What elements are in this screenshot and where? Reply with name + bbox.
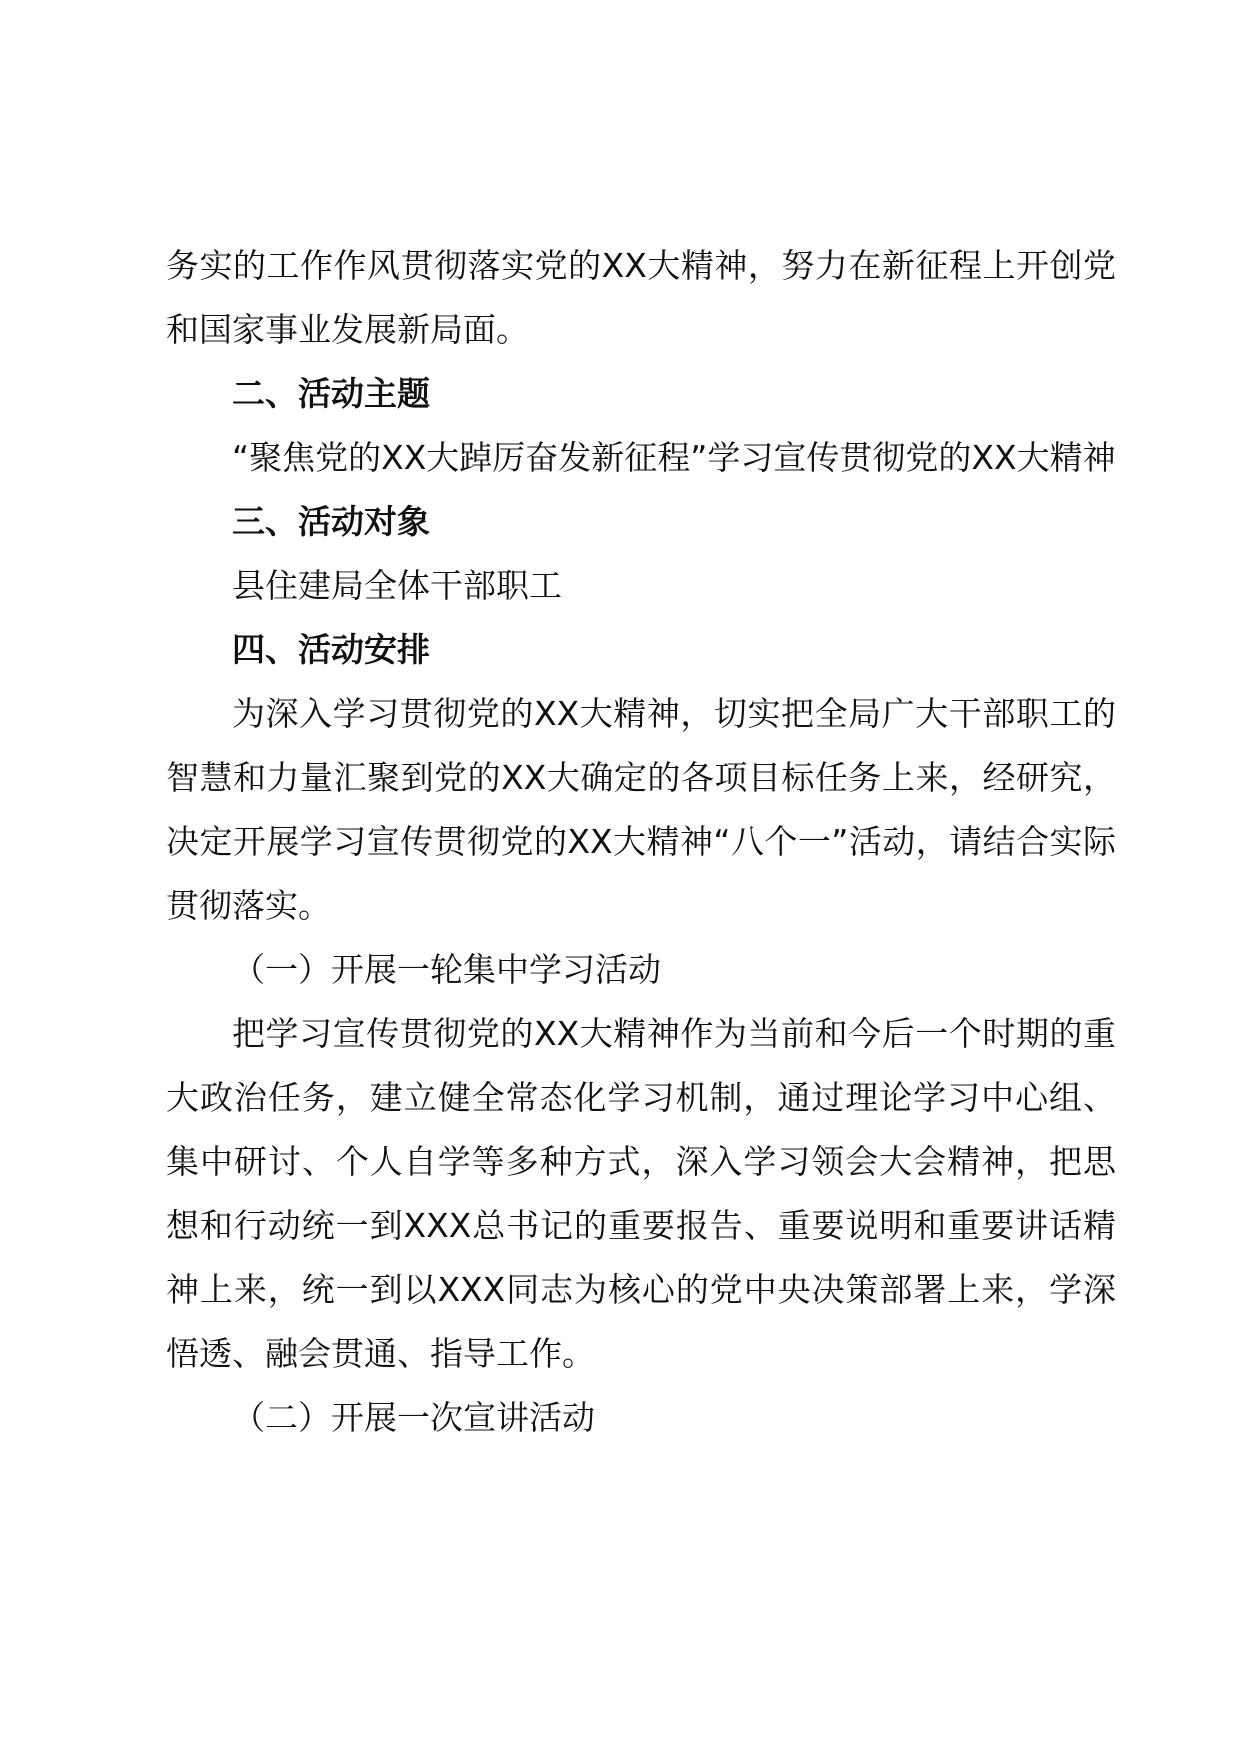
paragraph-audience: 县住建局全体干部职工 (232, 566, 562, 605)
paragraph-study: 把学习宣传贯彻党的XX大精神作为当前和今后一个时期的重大政治任务，建立健全常态化学习机制，通过理论学习中心组、集中研讨、个人自学等多种方式，深入学习领会大会精神，把思想和行动统一到XXX总书记的重要报告、重要说明和重要讲话精神上来，统一到以XXX同志为核心的党中央决策部署上来，学深悟透、融会贯通、指导工作。 (166, 1014, 1116, 1373)
paragraph-continuation: 务实的工作作风贯彻落实党的XX大精神，努力在新征程上开创党和国家事业发展新局面。 (166, 246, 1116, 349)
subsection-heading-study: （一）开展一轮集中学习活动 (232, 950, 661, 989)
section-heading-arrangement: 四、活动安排 (232, 630, 430, 669)
section-heading-audience: 三、活动对象 (232, 502, 430, 541)
subsection-heading-lecture: （二）开展一次宣讲活动 (232, 1398, 595, 1437)
section-heading-theme: 二、活动主题 (232, 374, 430, 413)
paragraph-arrangement: 为深入学习贯彻党的XX大精神，切实把全局广大干部职工的智慧和力量汇聚到党的XX大确定的各项目标任务上来，经研究，决定开展学习宣传贯彻党的XX大精神“八个一”活动，请结合实际贯彻落实。 (166, 694, 1116, 925)
document-body (166, 234, 1116, 1450)
paragraph-theme: “聚焦党的XX大踔厉奋发新征程”学习宣传贯彻党的XX大精神 (232, 438, 1116, 477)
